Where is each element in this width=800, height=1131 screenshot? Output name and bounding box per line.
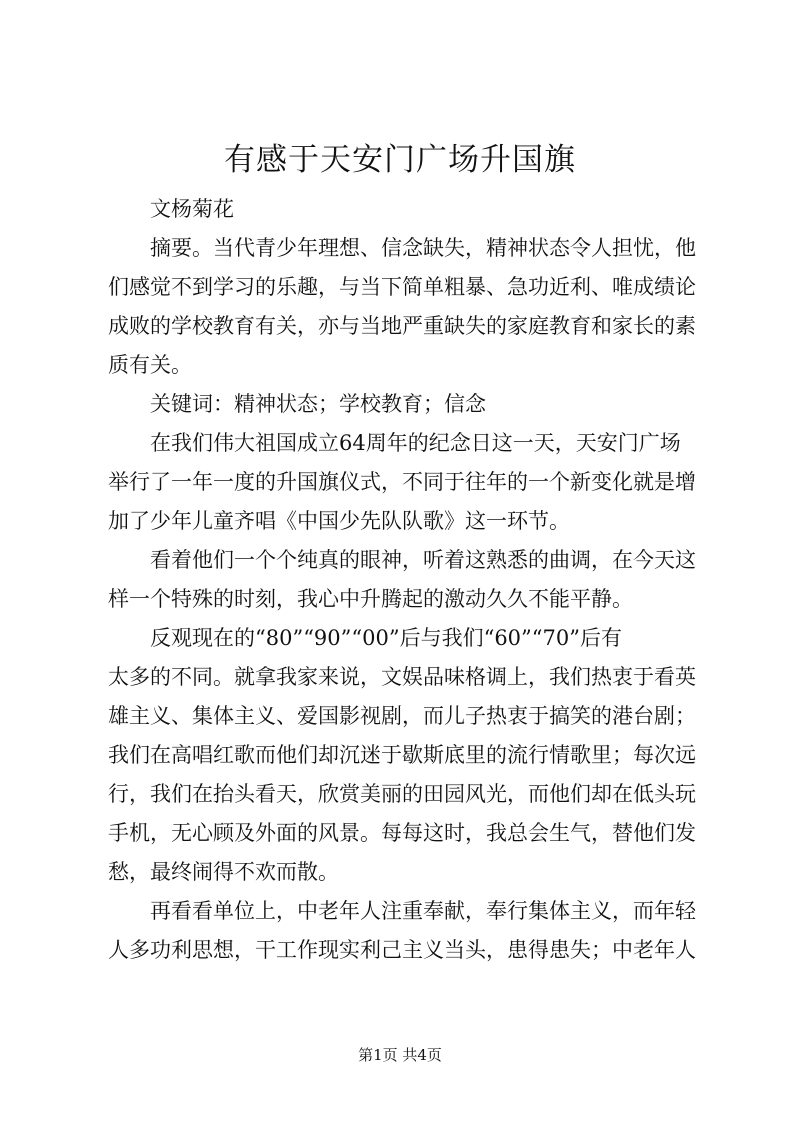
text-line: 加了少年儿童齐唱《中国少先队队歌》这一环节。 <box>108 509 570 533</box>
document-title: 有感于天安门广场升国旗 <box>224 142 576 178</box>
text-line: 手机，无心顾及外面的风景。每每这时，我总会生气，替他们发 <box>108 821 696 845</box>
text-line: 太多的不同。就拿我家来说，文娱品味格调上，我们热衷于看英 <box>108 665 696 689</box>
text-line: 雄主义、集体主义、爱国影视剧，而儿子热衷于搞笑的港台剧； <box>108 704 696 728</box>
text-line: 人多功利思想，干工作现实利己主义当头，患得患失；中老年人 <box>108 938 696 962</box>
text-line: 样一个特殊的时刻，我心中升腾起的激动久久不能平静。 <box>108 587 633 611</box>
text-line: 愁，最终闹得不欢而散。 <box>108 860 339 884</box>
text-line: 摘要。当代青少年理想、信念缺失，精神状态令人担忧，他 <box>150 236 696 260</box>
page-footer: 第1页 共4页 <box>358 1046 442 1064</box>
text-line: 行，我们在抬头看天，欣赏美丽的田园风光，而他们却在低头玩 <box>108 782 696 806</box>
text-line: 举行了一年一度的升国旗仪式，不同于往年的一个新变化就是增 <box>108 470 696 494</box>
text-line: 们感觉不到学习的乐趣，与当下简单粗暴、急功近利、唯成绩论 <box>108 275 696 299</box>
text-line: 再看看单位上，中老年人注重奉献，奉行集体主义，而年轻 <box>150 899 696 923</box>
text-line: 质有关。 <box>108 353 192 377</box>
text-line: 成败的学校教育有关，亦与当地严重缺失的家庭教育和家长的素 <box>108 314 696 338</box>
text-line: 在我们伟大祖国成立64周年的纪念日这一天，天安门广场 <box>150 431 681 455</box>
text-line: 我们在高唱红歌而他们却沉迷于歇斯底里的流行情歌里；每次远 <box>108 743 696 767</box>
document-body <box>108 190 708 970</box>
text-line: 文杨菊花 <box>150 197 234 221</box>
text-line: 关键词：精神状态；学校教育；信念 <box>150 392 486 416</box>
text-line: 反观现在的“80”“90”“00”后与我们“60”“70”后有 <box>150 626 622 650</box>
text-line: 看着他们一个个纯真的眼神，听着这熟悉的曲调，在今天这 <box>150 548 696 572</box>
